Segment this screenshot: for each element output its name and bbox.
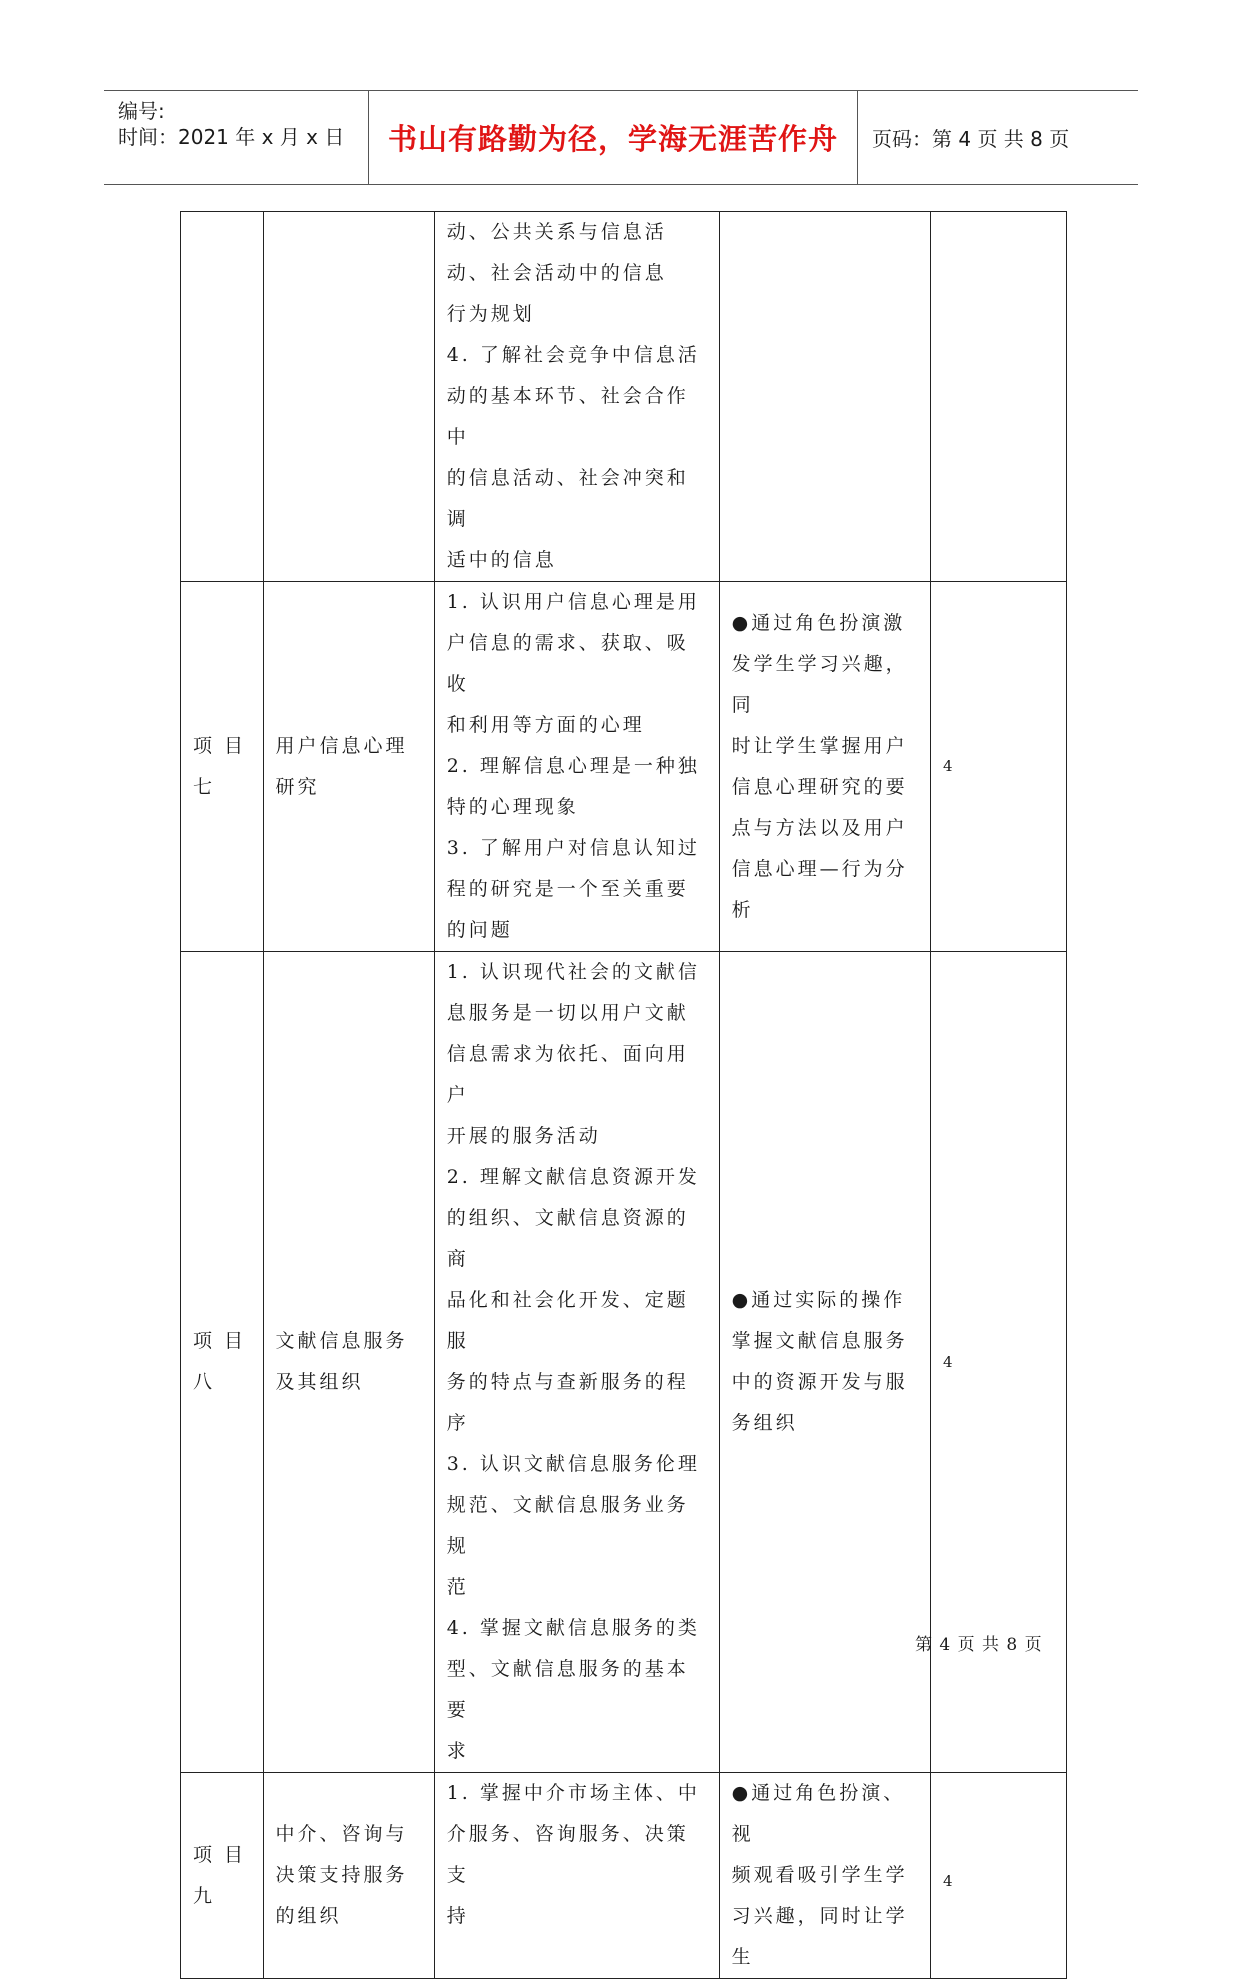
objective-line: 介服务、咨询服务、决策支 — [446, 1823, 689, 1886]
objective-line: 动的基本环节、社会合作中 — [446, 385, 689, 448]
objective-line: 动、社会活动中的信息 — [446, 262, 667, 284]
objective-line: 2. 理解文献信息资源开发 — [446, 1166, 700, 1188]
objectives-cell — [434, 212, 719, 582]
objective-line: 务的特点与查新服务的程 — [446, 1371, 689, 1393]
objective-line: 的组织、文献信息资源的商 — [446, 1207, 689, 1270]
method-line: 习兴趣，同时让学生 — [731, 1905, 908, 1968]
objective-line: 适中的信息 — [446, 549, 557, 571]
objective-line: 序 — [446, 1412, 469, 1434]
header-page-info: 页码：第 4 页 共 8 页 — [872, 127, 1070, 151]
objective-line: 息服务是一切以用户文献 — [446, 1002, 689, 1024]
curriculum-table — [180, 211, 1067, 1979]
objective-line: 的问题 — [446, 919, 513, 941]
method-line: ●通过角色扮演激 — [731, 611, 906, 634]
method-line: 务组织 — [731, 1412, 798, 1434]
objective-line: 型、文献信息服务的基本要 — [446, 1658, 689, 1721]
objective-line: 4. 掌握文献信息服务的类 — [446, 1617, 700, 1639]
method-line: 掌握文献信息服务 — [731, 1330, 908, 1352]
project-name-cell — [263, 212, 434, 582]
hours-cell: 4 — [931, 582, 1067, 952]
objective-line: 范 — [446, 1576, 469, 1598]
objective-line: 规范、文献信息服务业务规 — [446, 1494, 689, 1557]
objectives-cell — [434, 952, 719, 1773]
teaching-method-cell — [719, 1773, 930, 1979]
project-cell: 项 目 七 — [181, 582, 264, 952]
project-cell — [181, 212, 264, 582]
header-motto: 书山有路勤为径，学海无涯苦作舟 — [369, 91, 858, 184]
objective-line: 1. 认识现代社会的文献信 — [446, 961, 700, 983]
page-header — [104, 90, 1138, 185]
table-row — [181, 582, 1067, 952]
method-line: ●通过角色扮演、视 — [731, 1782, 906, 1845]
objectives-cell — [434, 1773, 719, 1979]
hours-cell: 4 — [931, 952, 1067, 1773]
objective-line: 户信息的需求、获取、吸收 — [446, 632, 689, 695]
method-line: 中的资源开发与服 — [731, 1371, 908, 1393]
objective-line: 求 — [446, 1740, 469, 1762]
objective-line: 和利用等方面的心理 — [446, 714, 645, 736]
objective-line: 1. 认识用户信息心理是用 — [446, 591, 700, 613]
objective-line: 特的心理现象 — [446, 796, 579, 818]
teaching-method-cell — [719, 952, 930, 1773]
project-name-cell: 用户信息心理研究 — [263, 582, 434, 952]
method-line: 发学生学习兴趣，同 — [731, 652, 908, 716]
project-name-cell: 文献信息服务及其组织 — [263, 952, 434, 1773]
objective-line: 3. 认识文献信息服务伦理 — [446, 1453, 700, 1475]
objective-line: 信息需求为依托、面向用户 — [446, 1043, 689, 1106]
code-label: 编号: — [118, 99, 165, 123]
project-name-cell: 中介、咨询与决策支持服务的组织 — [263, 1773, 434, 1979]
objective-line: 1. 掌握中介市场主体、中 — [446, 1782, 700, 1804]
method-line: 时让学生掌握用户 — [731, 734, 908, 757]
objectives-cell — [434, 582, 719, 952]
method-line: ●通过实际的操作 — [731, 1289, 906, 1311]
objective-line: 品化和社会化开发、定题服 — [446, 1289, 689, 1352]
objective-line: 程的研究是一个至关重要 — [446, 878, 689, 900]
time-label: 时间：2021 年 x 月 x 日 — [118, 125, 345, 149]
teaching-method-cell — [719, 212, 930, 582]
method-line: 析 — [731, 898, 754, 921]
hours-cell — [931, 212, 1067, 582]
method-line: 频观看吸引学生学 — [731, 1864, 908, 1886]
objective-line: 行为规划 — [446, 303, 535, 325]
objective-line: 的信息活动、社会冲突和调 — [446, 467, 689, 530]
objective-line: 4. 了解社会竞争中信息活 — [446, 344, 700, 366]
method-line: 信息心理—行为分 — [731, 857, 908, 880]
objective-line: 持 — [446, 1905, 469, 1927]
objective-line: 动、公共关系与信息活 — [446, 221, 667, 243]
method-line: 信息心理研究的要 — [731, 775, 908, 798]
method-line: 点与方法以及用户 — [731, 816, 908, 839]
hours-cell: 4 — [931, 1773, 1067, 1979]
objective-line: 2. 理解信息心理是一种独 — [446, 755, 700, 777]
objective-line: 3. 了解用户对信息认知过 — [446, 837, 700, 859]
table-row — [181, 212, 1067, 582]
page-footer: 第 4 页 共 8 页 — [915, 1635, 1043, 1655]
project-cell: 项 目 八 — [181, 952, 264, 1773]
objective-line: 开展的服务活动 — [446, 1125, 601, 1147]
table-row — [181, 1773, 1067, 1979]
project-cell: 项 目 九 — [181, 1773, 264, 1979]
teaching-method-cell — [719, 582, 930, 952]
header-left-cell — [104, 91, 369, 184]
